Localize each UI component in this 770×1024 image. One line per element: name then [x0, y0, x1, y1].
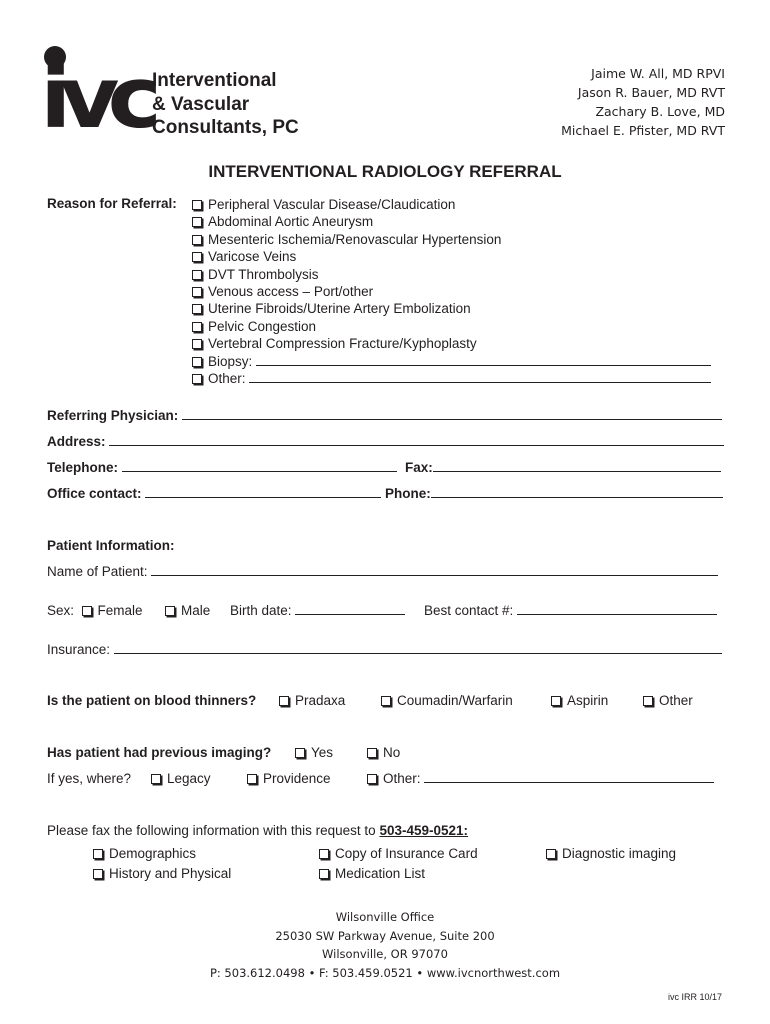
reason-option[interactable]: Varicose Veins: [192, 248, 711, 265]
biopsy-field[interactable]: [256, 355, 711, 366]
reason-option[interactable]: Pelvic Congestion: [192, 318, 711, 335]
patient-name-label: Name of Patient:: [47, 564, 148, 579]
phone-label: Phone:: [385, 486, 431, 501]
form-title: INTERVENTIONAL RADIOLOGY REFERRAL: [208, 162, 562, 181]
fax-number: 503-459-0521:: [379, 823, 469, 838]
female-checkbox[interactable]: [82, 606, 92, 616]
checkbox-icon[interactable]: [192, 252, 202, 262]
office-contact-row: [47, 486, 381, 501]
thinner-option: Other: [643, 693, 693, 708]
aspirin-checkbox[interactable]: [551, 696, 561, 706]
footer-contact: P: 503.612.0498 • F: 503.459.0521 • www.ivcnorthwest.com: [209, 965, 561, 980]
fax-label: Fax:: [405, 460, 433, 475]
female-label: Female: [97, 603, 143, 618]
imaging-other: Other:: [367, 771, 714, 786]
yes-checkbox[interactable]: [295, 748, 305, 758]
providence-checkbox[interactable]: [247, 774, 257, 784]
reason-label: Reason for Referral:: [47, 196, 177, 211]
checkbox-icon[interactable]: [192, 374, 202, 384]
birth-date-field[interactable]: [295, 604, 405, 615]
office-contact-label: Office contact:: [47, 486, 142, 501]
imaging-yes: Yes: [295, 745, 333, 760]
sex-label: Sex:: [47, 603, 75, 618]
birth-date-label: Birth date:: [230, 603, 292, 618]
history-physical-checkbox[interactable]: [93, 869, 103, 879]
checkbox-icon[interactable]: [192, 200, 202, 210]
address-label: Address:: [47, 434, 106, 449]
patient-info-heading: Patient Information:: [47, 538, 175, 553]
best-contact-label: Best contact #:: [424, 603, 514, 618]
demographics-checkbox[interactable]: [93, 849, 103, 859]
imaging-legacy: Legacy: [151, 771, 211, 786]
checkbox-icon[interactable]: [192, 287, 202, 297]
phone-field[interactable]: [431, 487, 723, 498]
logo-letters: ivc: [40, 48, 151, 148]
doctor-name: Jason R. Bauer, MD RVT: [577, 85, 725, 100]
fax-item: Diagnostic imaging: [546, 846, 676, 861]
telephone-row: [47, 460, 397, 475]
reason-option[interactable]: Mesenteric Ischemia/Renovascular Hypertension: [192, 231, 711, 248]
reason-option[interactable]: Venous access – Port/other: [192, 283, 711, 300]
male-option: [165, 603, 210, 618]
fax-row: [405, 460, 721, 475]
fax-request: [47, 823, 468, 838]
best-contact-row: [424, 603, 717, 618]
reason-option[interactable]: DVT Thrombolysis: [192, 266, 711, 283]
imaging-no: No: [367, 745, 400, 760]
medication-list-checkbox[interactable]: [319, 869, 329, 879]
insurance-card-checkbox[interactable]: [319, 849, 329, 859]
checkbox-icon[interactable]: [192, 339, 202, 349]
reason-options: [192, 196, 711, 387]
thinner-option: Aspirin: [551, 693, 608, 708]
imaging-question: Has patient had previous imaging?: [47, 745, 272, 760]
footer: [0, 908, 770, 982]
reason-option[interactable]: Uterine Fibroids/Uterine Artery Embolization: [192, 300, 711, 317]
office-contact-field[interactable]: [145, 487, 381, 498]
address-row: [47, 434, 724, 449]
footer-office: Wilsonville Office: [335, 910, 435, 924]
pradaxa-checkbox[interactable]: [279, 696, 289, 706]
legacy-checkbox[interactable]: [151, 774, 161, 784]
checkbox-icon[interactable]: [192, 235, 202, 245]
checkbox-icon[interactable]: [192, 357, 202, 367]
footer-street: 25030 SW Parkway Avenue, Suite 200: [275, 928, 495, 943]
referring-physician-label: Referring Physician:: [47, 408, 179, 423]
thinner-option: Coumadin/Warfarin: [381, 693, 513, 708]
other-reason-field[interactable]: [249, 372, 711, 383]
form-version: ivc IRR 10/17: [667, 992, 722, 1002]
doctor-name: Jaime W. All, MD RPVI: [591, 66, 725, 81]
logo-line-1: Interventional: [152, 70, 277, 91]
reason-option[interactable]: Vertebral Compression Fracture/Kyphoplasty: [192, 335, 711, 352]
fax-item: History and Physical: [93, 866, 231, 881]
blood-thinners-question: Is the patient on blood thinners?: [47, 693, 257, 708]
fax-item: Medication List: [319, 866, 425, 881]
referring-physician-field[interactable]: [182, 409, 722, 420]
address-field[interactable]: [109, 435, 724, 446]
patient-name-row: [47, 564, 718, 579]
other-imaging-field[interactable]: [424, 772, 714, 783]
doctor-name: Zachary B. Love, MD: [595, 104, 725, 119]
reason-option-other[interactable]: Other:: [192, 370, 711, 387]
phone-row: [385, 486, 723, 501]
insurance-row: [47, 642, 722, 657]
doctor-name: Michael E. Pfister, MD RVT: [561, 123, 725, 138]
other-imaging-checkbox[interactable]: [367, 774, 377, 784]
birth-date-row: [230, 603, 405, 618]
fax-request-text: Please fax the following information with this request to: [47, 823, 376, 838]
logo-line-3: Consultants, PC: [152, 117, 299, 138]
reason-option[interactable]: Abdominal Aortic Aneurysm: [192, 213, 711, 230]
insurance-field[interactable]: [114, 643, 722, 654]
fax-item: Copy of Insurance Card: [319, 846, 478, 861]
no-checkbox[interactable]: [367, 748, 377, 758]
checkbox-icon[interactable]: [192, 304, 202, 314]
male-label: Male: [181, 603, 211, 618]
other-thinner-checkbox[interactable]: [643, 696, 653, 706]
fax-item: Demographics: [93, 846, 196, 861]
thinner-option: Pradaxa: [279, 693, 345, 708]
checkbox-icon[interactable]: [192, 322, 202, 332]
coumadin-checkbox[interactable]: [381, 696, 391, 706]
footer-city: Wilsonville, OR 97070: [322, 947, 448, 961]
reason-option[interactable]: Peripheral Vascular Disease/Claudication: [192, 196, 711, 213]
logo-line-2: & Vascular: [152, 94, 250, 115]
best-contact-field[interactable]: [517, 604, 717, 615]
sex-row: [47, 603, 143, 618]
checkbox-icon[interactable]: [192, 270, 202, 280]
imaging-where-label: If yes, where?: [47, 771, 132, 786]
checkbox-icon[interactable]: [192, 217, 202, 227]
insurance-label: Insurance:: [47, 642, 111, 657]
telephone-label: Telephone:: [47, 460, 119, 475]
male-checkbox[interactable]: [165, 606, 175, 616]
diagnostic-imaging-checkbox[interactable]: [546, 849, 556, 859]
fax-field[interactable]: [433, 461, 721, 472]
telephone-field[interactable]: [122, 461, 397, 472]
doctor-list: [561, 64, 725, 140]
referring-physician-row: [47, 408, 722, 423]
patient-name-field[interactable]: [151, 565, 718, 576]
reason-option-biopsy[interactable]: Biopsy:: [192, 353, 711, 370]
imaging-providence: Providence: [247, 771, 331, 786]
